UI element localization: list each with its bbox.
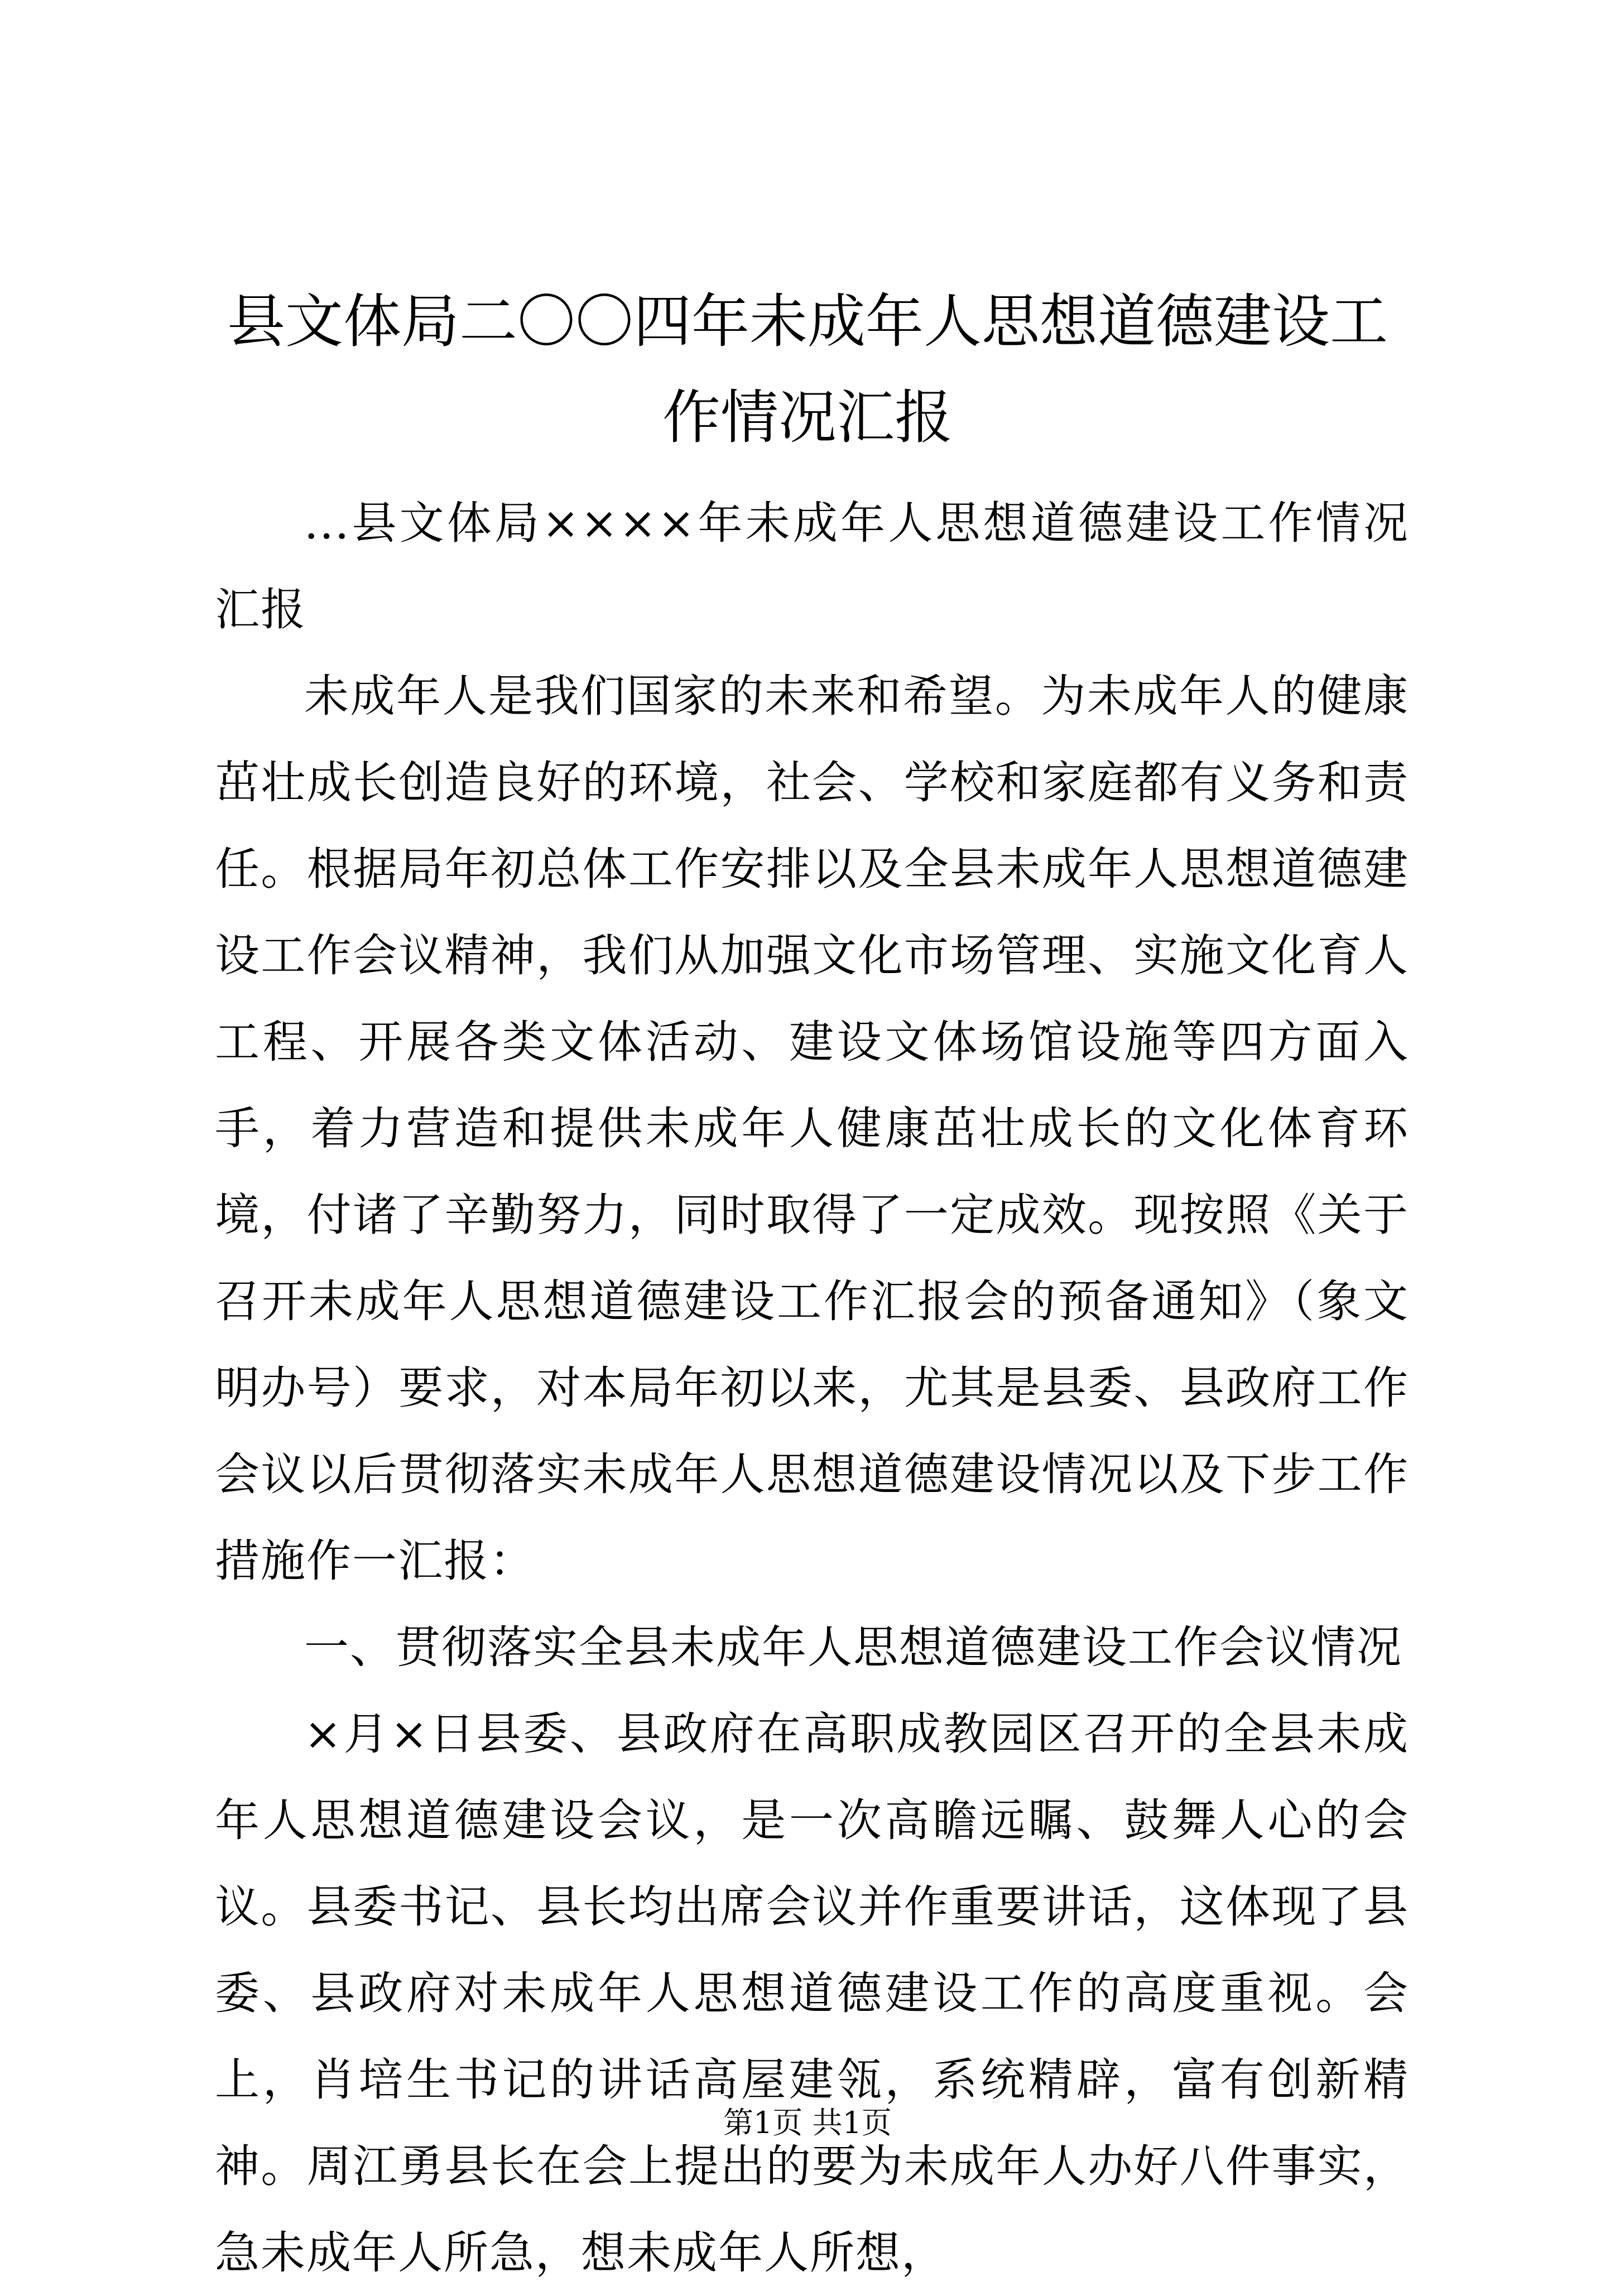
paragraph-introduction: 未成年人是我们国家的未来和希望。为未成年人的健康茁壮成长创造良好的环境，社会、学校和家庭都有义务和责任。根据局年初总体工作安排以及全县未成年人思想道德建设工作会议精神，我们从加强文化市场管理、实施文化育人工程、开展各类文体活动、建设文体场馆设施等四方面入手，着力营造和提供未成年人健康茁壮成长的文化体育环境，付诸了辛勤努力，同时取得了一定成效。现按照《关于召开未成年人思想道德建设工作汇报会的预备通知》（象文明办号）要求，对本局年初以来，尤其是县委、县政府工作会议以后贯彻落实未成年人思想道德建设情况以及下步工作措施作一汇报： bbox=[215, 670, 1409, 1587]
section-heading-1: 一、贯彻落实全县未成年人思想道德建设工作会议情况 bbox=[304, 1621, 1402, 1673]
document-body bbox=[215, 480, 1409, 2296]
paragraph-heading-line: ...县文体局××××年未成年人思想道德建设工作情况汇报 bbox=[215, 497, 1409, 636]
page-footer: 第1页 共1页 bbox=[723, 2105, 892, 2140]
document-title: 县文体局二〇〇四年未成年人思想道德建设工作情况汇报 bbox=[227, 287, 1388, 451]
paragraph-meeting-summary: ×月×日县委、县政府在高职成教园区召开的全县未成年人思想道德建设会议，是一次高瞻远瞩、鼓舞人心的会议。县委书记、县长均出席会议并作重要讲话，这体现了县委、县政府对未成年人思想道德建设工作的高度重视。会上，肖培生书记的讲话高屋建瓴，系统精辟，富有创新精神。周江勇县长在会上提出的要为未成年人办好八件事实，急未成年人所急，想未成年人所想， bbox=[215, 1708, 1409, 2279]
